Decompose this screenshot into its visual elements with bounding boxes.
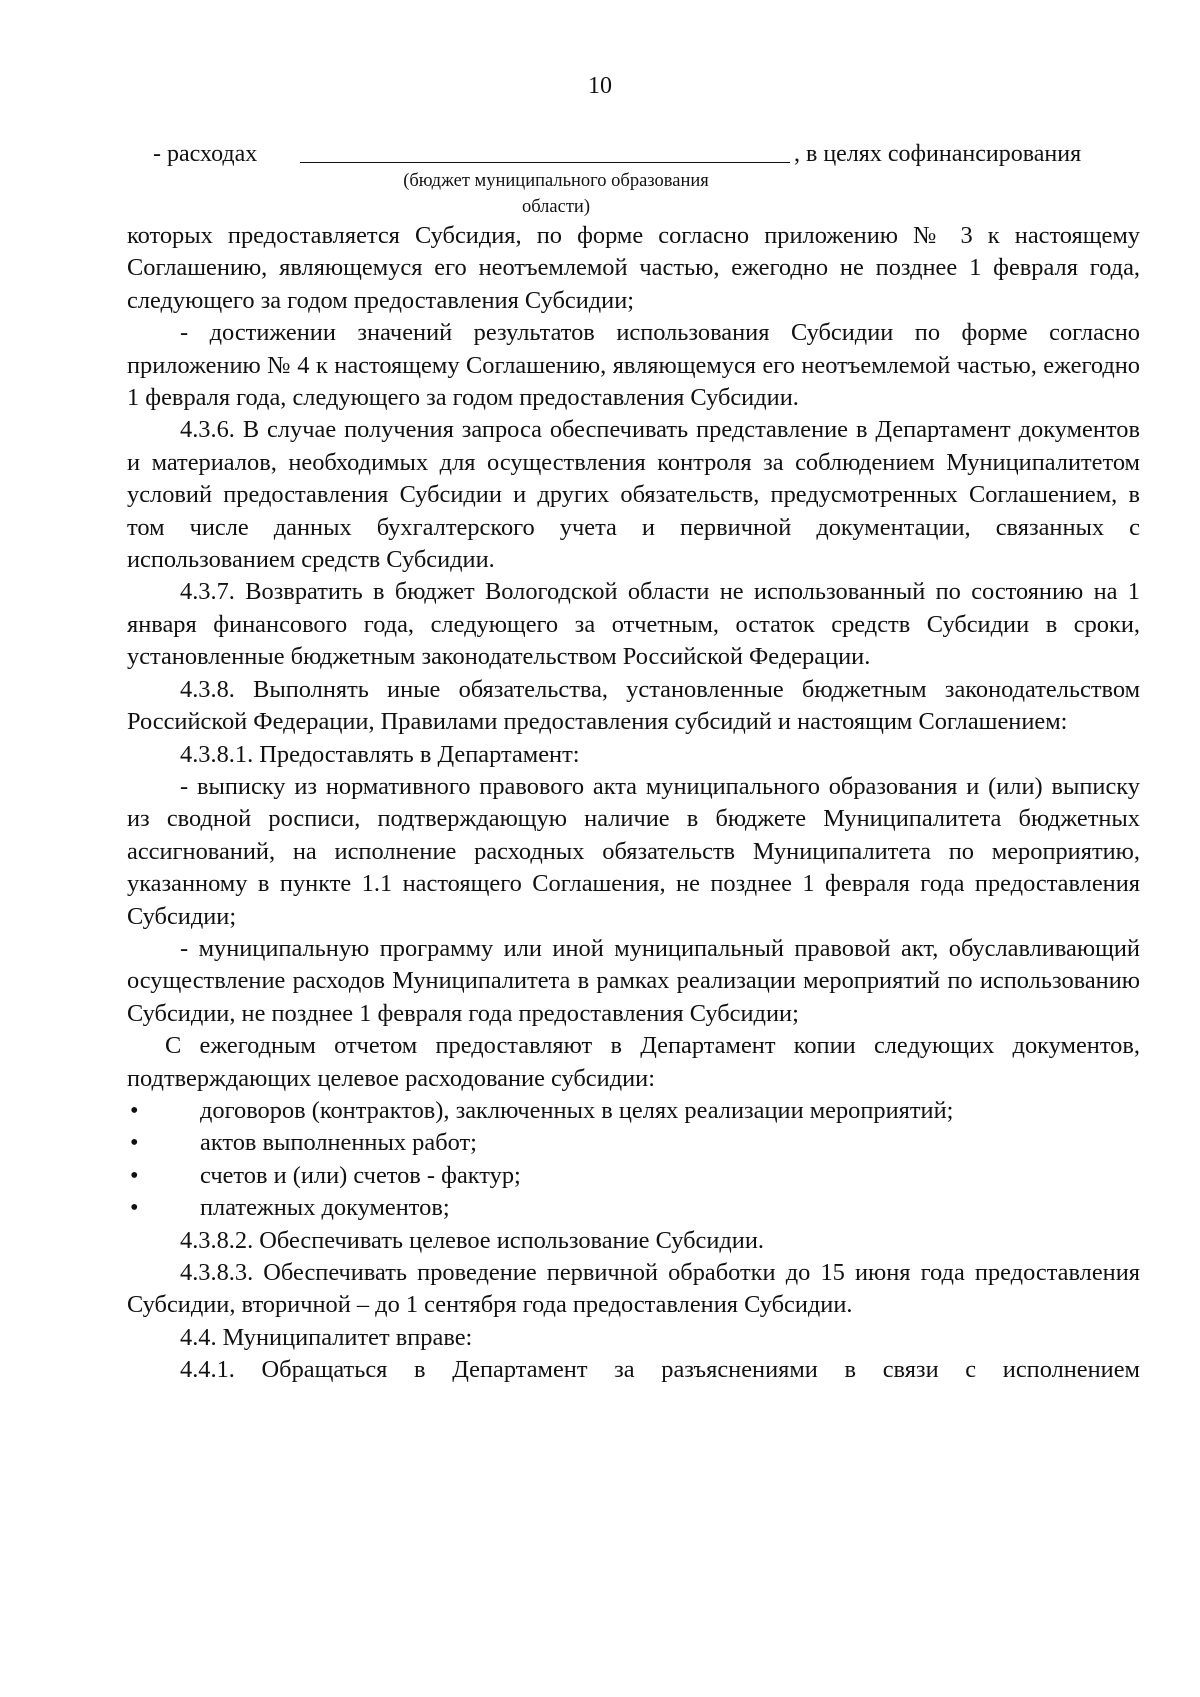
paragraph-4-3-8-3: 4.3.8.3. Обеспечивать проведение первичной обработки до 15 июня года предоставления Субсидии, вторичной – до 1 сентября года предоставления Субсидии.: [127, 1259, 1140, 1319]
paragraph-4-3-6: 4.3.6. В случае получения запроса обеспечивать представление в Департамент документов и материалов, необходимых для осуществления контроля за соблюдением Муниципалитетом условий предоставления Субсидии и других обязательств, предусмотренных Соглашением, в том числе данных бухгалтерского учета и первичной документации, связанных с использованием средств Субсидии.: [127, 416, 1140, 574]
paragraph-report-continuation: которых предоставляется Субсидия, по форме согласно приложению № 3 к настоящему Соглашению, являющемуся его неотъемлемой частью, ежегодно не позднее 1 февраля года, следующего за годом предоставления Субсидии;: [127, 222, 1140, 314]
footnote-line-2: области): [521, 197, 590, 217]
list-item: • договоров (контрактов), заключенных в целях реализации мероприятий;: [127, 1095, 1140, 1127]
paragraph-4-4-1: 4.4.1. Обращаться в Департамент за разъяснениями в связи с исполнением: [180, 1356, 1140, 1384]
paragraph-4-4: 4.4. Муниципалитет вправе:: [180, 1323, 473, 1351]
paragraph-municipal-program: - муниципальную программу или иной муниципальный правовой акт, обуславливающий осуществление расходов Муниципалитета в рамках реализации мероприятий по использованию Субсидии, не позднее 1 февраля года предоставления Субсидии;: [127, 934, 1140, 1027]
list-item: • платежных документов;: [127, 1192, 1140, 1224]
paragraph-annual-report: С ежегодным отчетом предоставляют в Департамент копии следующих документов, подтверждающих целевое расходование субсидии:: [127, 1032, 1140, 1092]
paragraph-statement-extract: - выписку из нормативного правового акта муниципального образования и (или) выписку из сводной росписи, подтверждающую наличие в бюджете Муниципалитета бюджетных ассигнований, на исполнение расходных обязательств Муниципалитета по мероприятию, указанному в пункте 1.1 настоящего Соглашения, не позднее 1 февраля года предоставления Субсидии;: [127, 772, 1140, 930]
list-item: • счетов и (или) счетов - фактур;: [127, 1160, 1140, 1192]
paragraph-4-3-8-2: 4.3.8.2. Обеспечивать целевое использование Субсидии.: [180, 1226, 765, 1254]
document-copies-list: [127, 1095, 1140, 1225]
blank-fill-line: [300, 162, 790, 163]
paragraph-results-achievement: - достижении значений результатов использования Субсидии по форме согласно приложению № 4 к настоящему Соглашению, являющемуся его неотъемлемой частью, ежегодно 1 февраля года, следующего за годом предоставления Субсидии.: [127, 319, 1140, 412]
paragraph-4-3-7: 4.3.7. Возвратить в бюджет Вологодской области не использованный по состоянию на 1 января финансового года, следующего за отчетным, остаток средств Субсидии в сроки, установленные бюджетным законодательством Российской Федерации.: [127, 578, 1140, 671]
document-body: [127, 220, 1140, 1387]
blank-footnote: [326, 168, 786, 220]
footnote-line-1: (бюджет муниципального образования: [403, 171, 709, 191]
list-item: • актов выполненных работ;: [127, 1127, 1140, 1159]
expenses-prefix: - расходах: [153, 141, 258, 167]
paragraph-4-3-8: 4.3.8. Выполнять иные обязательства, установленные бюджетным законодательством Российской Федерации, Правилами предоставления субсидий и настоящим Соглашением:: [127, 675, 1140, 736]
expenses-header-row: [153, 138, 1140, 170]
paragraph-4-3-8-1: 4.3.8.1. Предоставлять в Департамент:: [180, 740, 580, 768]
expenses-suffix: , в целях софинансирования: [794, 141, 1082, 167]
page-number: 10: [588, 73, 612, 99]
